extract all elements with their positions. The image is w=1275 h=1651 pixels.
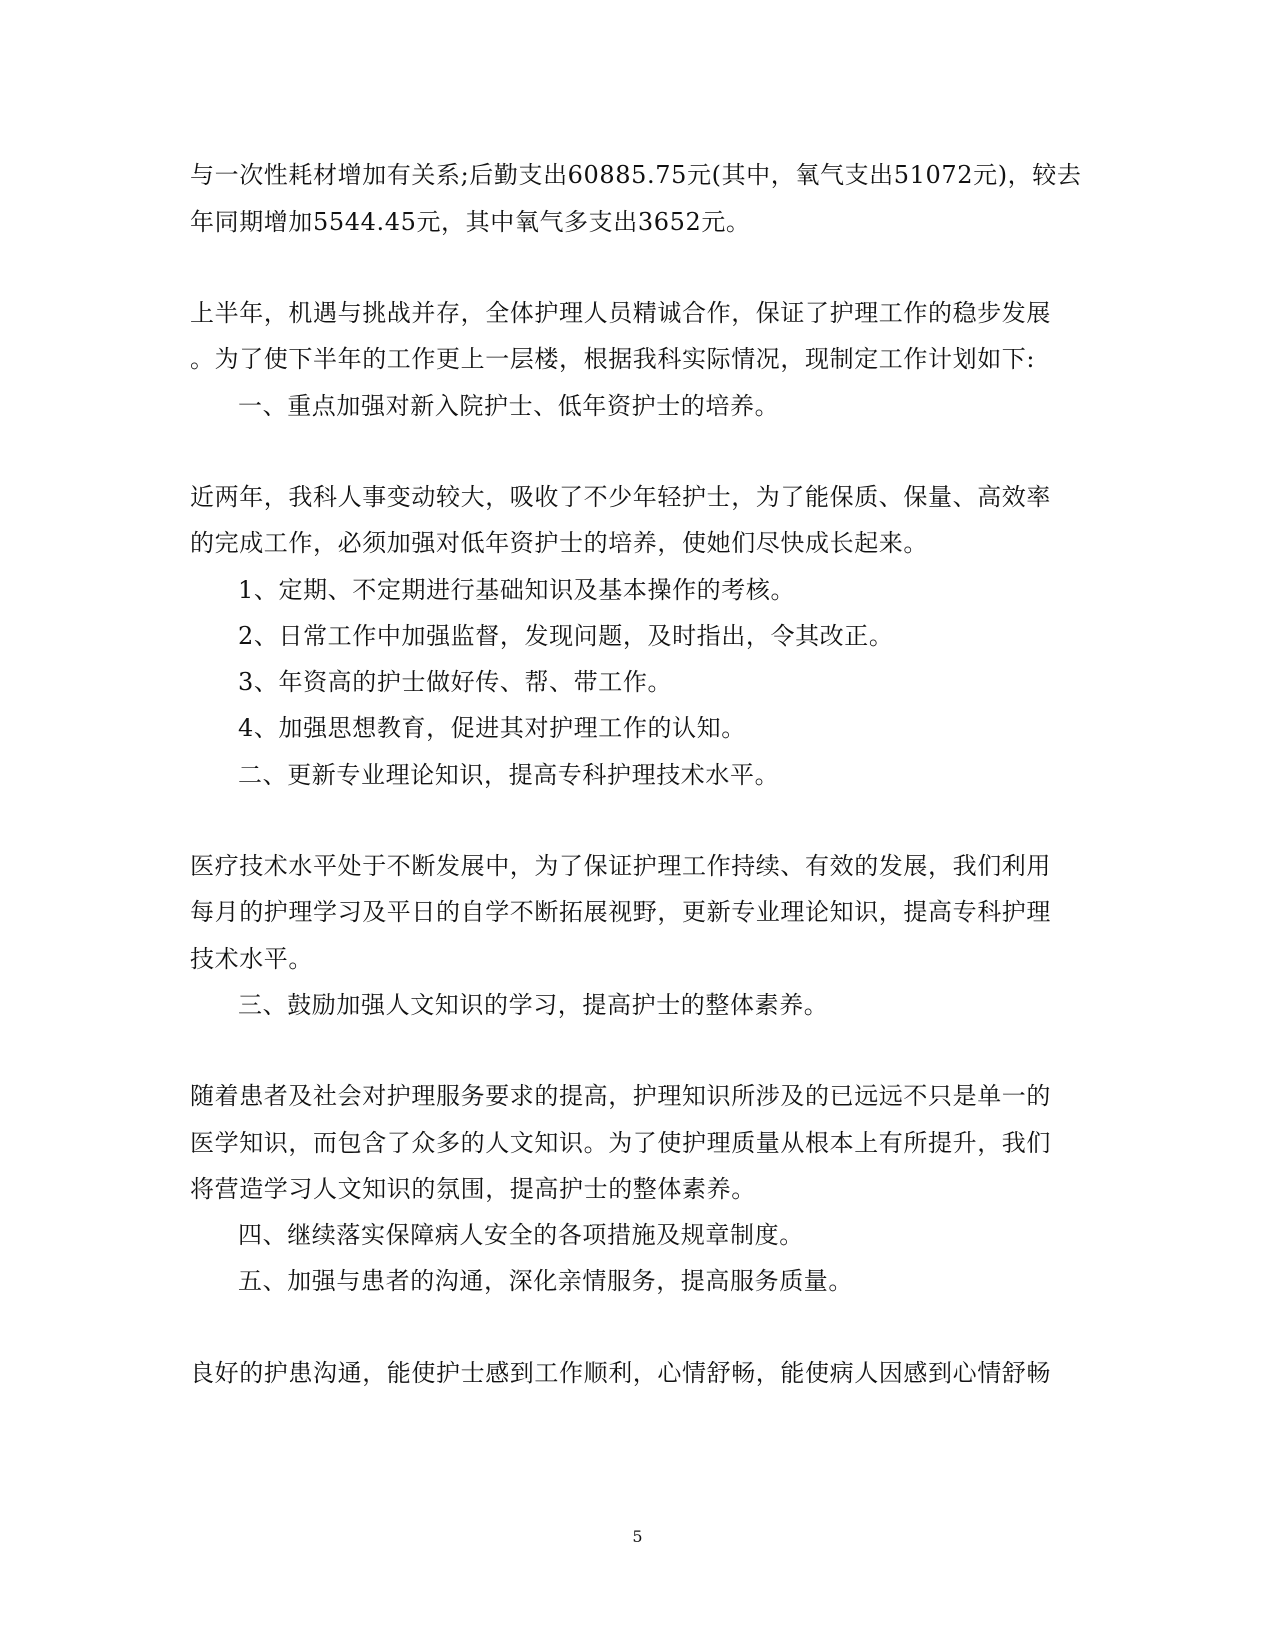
body-text-line: 将营造学习人文知识的氛围，提高护士的整体素养。 — [190, 1175, 756, 1203]
body-text-line: 近两年，我科人事变动较大，吸收了不少年轻护士，为了能保质、保量、高效率 — [190, 483, 1051, 511]
body-text-line: 医学知识，而包含了众多的人文知识。为了使护理质量从根本上有所提升，我们 — [190, 1129, 1051, 1157]
body-text-line: 上半年，机遇与挑战并存，全体护理人员精诚合作，保证了护理工作的稳步发展 — [190, 299, 1051, 327]
body-text-line: 的完成工作，必须加强对低年资护士的培养，使她们尽快成长起来。 — [190, 529, 928, 557]
list-item: 1、定期、不定期进行基础知识及基本操作的考核。 — [238, 576, 796, 604]
section-heading: 二、更新专业理论知识，提高专科护理技术水平。 — [238, 761, 780, 789]
body-text-line: 良好的护患沟通，能使护士感到工作顺利，心情舒畅，能使病人因感到心情舒畅 — [190, 1359, 1051, 1387]
list-item: 3、年资高的护士做好传、帮、带工作。 — [238, 668, 673, 696]
body-text-line: 每月的护理学习及平日的自学不断拓展视野，更新专业理论知识，提高专科护理 — [190, 898, 1051, 926]
body-text-line: 随着患者及社会对护理服务要求的提高，护理知识所涉及的已远远不只是单一的 — [190, 1082, 1051, 1110]
body-text-line: 医疗技术水平处于不断发展中，为了保证护理工作持续、有效的发展，我们利用 — [190, 852, 1051, 880]
list-item: 4、加强思想教育，促进其对护理工作的认知。 — [238, 714, 746, 742]
section-heading: 五、加强与患者的沟通，深化亲情服务，提高服务质量。 — [238, 1267, 853, 1295]
section-heading: 四、继续落实保障病人安全的各项措施及规章制度。 — [238, 1221, 804, 1249]
section-heading: 一、重点加强对新入院护士、低年资护士的培养。 — [238, 392, 780, 420]
list-item: 2、日常工作中加强监督，发现问题，及时指出，令其改正。 — [238, 622, 894, 650]
body-text-line: 与一次性耗材增加有关系;后勤支出60885.75元(其中，氧气支出51072元)，较去 — [190, 161, 1082, 189]
page-number: 5 — [632, 1527, 643, 1546]
section-heading: 三、鼓励加强人文知识的学习，提高护士的整体素养。 — [238, 991, 829, 1019]
body-text-line: 。为了使下半年的工作更上一层楼，根据我科实际情况，现制定工作计划如下: — [190, 345, 1036, 373]
body-text-line: 年同期增加5544.45元，其中氧气多支出3652元。 — [190, 208, 751, 236]
body-text-line: 技术水平。 — [190, 945, 313, 973]
